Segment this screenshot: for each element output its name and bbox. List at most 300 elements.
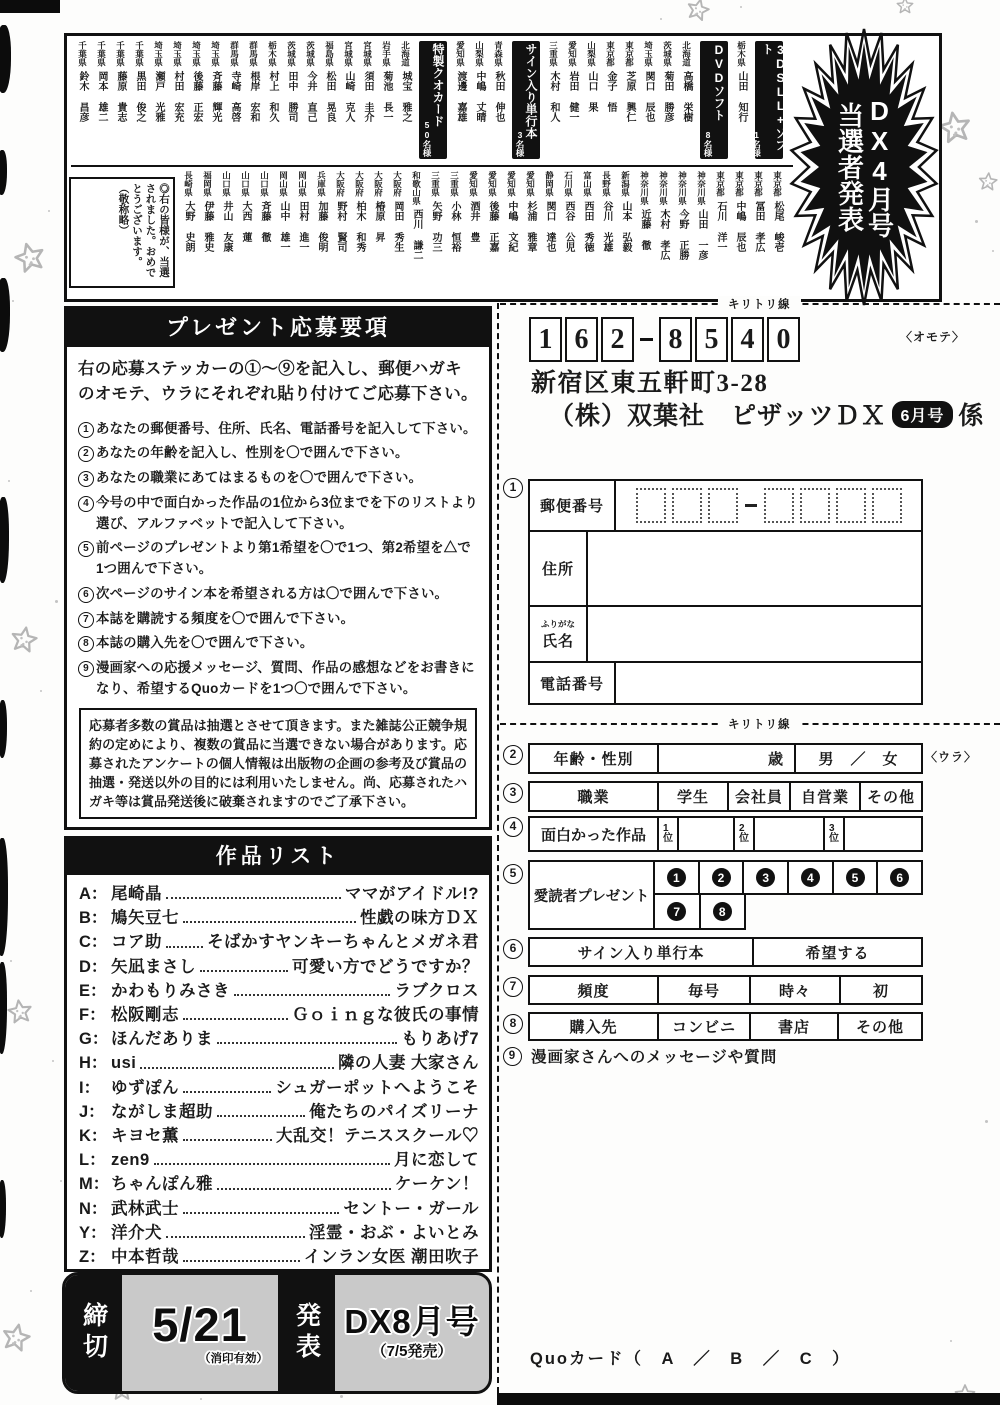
winner-entry [639, 41, 658, 122]
works-title: 隣の人妻 大家さん [337, 1054, 479, 1073]
deadline-label [65, 1275, 122, 1391]
phone-row [530, 661, 921, 703]
works-author: zen9 [111, 1151, 150, 1170]
star-icon [8, 624, 40, 656]
works-key: H： [79, 1054, 108, 1073]
zip-digit-box [872, 488, 902, 523]
winner-prefecture: 群馬県 [229, 41, 240, 67]
prize-group-header [419, 41, 447, 159]
occupation-other[interactable]: その他 [859, 783, 921, 810]
speckle-dot [340, 1395, 343, 1398]
postal-digit-box: 4 [731, 317, 764, 362]
postcard-back-label: 〈ウラ〉 [925, 750, 978, 764]
occupation-student[interactable]: 学生 [657, 783, 727, 810]
works-author: 武林武士 [111, 1199, 179, 1218]
winner-prefecture: 三重県 [548, 41, 559, 67]
rank-1-label: 1位 [657, 818, 677, 850]
application-guidelines-box [64, 306, 492, 830]
works-key: A： [79, 885, 108, 903]
form-item-1-marker: 1 [503, 478, 523, 498]
dotted-leader [234, 994, 390, 996]
winner-name: 菊田 勝彦 [662, 70, 673, 122]
present-number-icon: 4 [801, 868, 820, 887]
present-cell[interactable] [698, 862, 743, 893]
winner-prefecture: 茨城県 [305, 41, 316, 67]
winner-entry [282, 41, 301, 122]
winner-prefecture: 埼玉県 [643, 41, 654, 67]
rank-2-label: 2位 [733, 818, 753, 850]
winner-entry [236, 171, 255, 242]
winner-name: 西川 謙二 [411, 209, 422, 260]
works-list-item [79, 955, 479, 979]
winner-name: 菊池 長一 [381, 70, 392, 122]
winner-entry [470, 41, 489, 122]
winner-name: 今野 正勝 [677, 209, 688, 260]
occupation-employee[interactable]: 会社員 [727, 783, 789, 810]
winner-name: 田村 進一 [297, 200, 308, 252]
prize-count: 8名様 [703, 130, 713, 157]
winner-entry [464, 171, 483, 242]
scan-artifact [0, 278, 10, 352]
winner-entry [206, 41, 225, 122]
rank-3-label: 3位 [823, 818, 843, 850]
winner-name: 山田 知行 [736, 70, 747, 122]
winner-prefecture: 東京都 [605, 41, 616, 67]
dotted-leader [166, 946, 203, 948]
winners-note: ◎右の皆様が、当選されました。おめでとうございます。（敬称略） [69, 177, 175, 288]
speckle-dot [200, 1398, 202, 1400]
item-number-icon: 5 [78, 541, 94, 557]
present-number-icon: 1 [667, 868, 686, 887]
winner-name: 石川 洋一 [715, 200, 726, 252]
item-number-icon: 8 [78, 636, 94, 652]
star-icon [896, 0, 914, 15]
works-list-item [79, 1027, 479, 1051]
zip-digit-box [708, 488, 738, 523]
speckle-dot [60, 1180, 62, 1182]
winner-prefecture: 千葉県 [115, 41, 126, 67]
winner-prefecture: 神奈川県 [658, 171, 669, 205]
address-suffix: 係 [958, 403, 985, 430]
works-list-item [79, 1148, 479, 1172]
winner-prefecture: 大阪府 [392, 171, 403, 197]
dotted-leader [183, 1139, 272, 1141]
winner-name: 近藤 徹 [639, 209, 650, 250]
deadline-box [62, 1272, 492, 1394]
winner-prefecture: 新潟県 [620, 171, 631, 197]
winner-prefecture: 茨城県 [286, 41, 297, 67]
winner-name: 杉浦 雅章 [525, 200, 536, 252]
winner-name: 小林 恒裕 [449, 200, 460, 252]
works-title: 大乱交！テニススクール♡ [275, 1127, 479, 1146]
winner-prefecture: 東京都 [772, 171, 783, 197]
application-item: 7 本誌を購読する頻度を〇で囲んで下さい。 [78, 609, 478, 630]
occupation-table [528, 781, 923, 812]
winners-box [64, 33, 942, 302]
winner-name: 椿原 昇 [373, 200, 384, 242]
prize-name: サイン入り単行本 [524, 43, 538, 139]
winner-name: 山口 果 [586, 70, 597, 112]
present-cell[interactable] [832, 862, 877, 893]
signed-book-label: サイン入り単行本 [577, 944, 705, 962]
works-list-item [79, 1221, 479, 1245]
present-cell[interactable] [876, 862, 921, 893]
winner-name: 山田 一彦 [696, 209, 707, 260]
winner-name: 山中 雄一 [278, 200, 289, 252]
form-item-3-marker: 3 [503, 783, 523, 803]
winner-prefecture: 長崎県 [183, 171, 194, 197]
winner-entry [369, 171, 388, 242]
winner-entry [658, 41, 677, 122]
winner-prefecture: 東京都 [624, 41, 635, 67]
works-author: 松阪剛志 [111, 1006, 179, 1025]
address-publisher: （株）双葉社 ピザッツＤＸ [549, 403, 887, 430]
works-key: K： [79, 1127, 108, 1146]
works-list-item [79, 1245, 479, 1269]
address-input-area[interactable] [588, 532, 921, 605]
winner-name: 大西 蓮 [240, 200, 251, 242]
cut-line-top-label: キリトリ線 [718, 296, 801, 312]
winner-name: 松尾 峻壱 [772, 200, 783, 252]
winner-prefecture: 山梨県 [586, 41, 597, 67]
present-cell[interactable] [787, 862, 832, 893]
winner-name: 斉藤 輝光 [210, 70, 221, 122]
winner-entry [130, 41, 149, 122]
winner-name: 後藤 正嘉 [487, 200, 498, 252]
winner-entry [597, 171, 616, 252]
winner-entry [673, 171, 692, 260]
postal-digit-box: 8 [659, 317, 692, 362]
winner-name: 矢野 功三 [430, 200, 441, 252]
name-input-area[interactable] [588, 607, 921, 661]
winner-entry [451, 41, 470, 122]
signed-book-yes[interactable]: 希望する [752, 939, 921, 965]
works-key: I： [79, 1078, 101, 1097]
dotted-leader [166, 1236, 305, 1238]
works-list-item [79, 906, 479, 930]
zip-digit-box [672, 488, 702, 523]
prize-count: 1名様 [751, 130, 762, 157]
winner-entry [768, 171, 787, 252]
winner-entry [111, 41, 130, 122]
winner-entry [331, 171, 350, 252]
winner-entry [396, 41, 415, 122]
winner-prefecture: 福島県 [324, 41, 335, 67]
address-line-1: 新宿区東五軒町3-28 [531, 370, 769, 397]
application-item: 3 あなたの職業にあてはまるものを〇で囲んで下さい。 [78, 468, 478, 489]
postal-digit-box: 0 [767, 317, 800, 362]
winner-entry [198, 171, 217, 252]
star-icon [5, 997, 34, 1026]
prize-name: DVDソフト [712, 43, 726, 121]
winner-entry [426, 171, 445, 252]
zip-label: 郵便番号 [530, 481, 616, 530]
winners-row-1 [75, 41, 787, 161]
works-key: J： [79, 1102, 105, 1121]
works-header: 作品リスト [67, 839, 489, 875]
dotted-leader [217, 1042, 397, 1044]
dotted-leader [217, 1115, 305, 1117]
winner-entry [635, 171, 654, 250]
winner-prefecture: 愛知県 [487, 171, 498, 197]
winner-name: 秋田 伸也 [493, 70, 504, 122]
works-list-item [79, 1051, 479, 1075]
prize-name: 特製クオカード [431, 43, 445, 127]
scan-artifact [0, 700, 7, 758]
rank-3-answer[interactable] [843, 818, 921, 850]
works-title: シュガーポットへようこそ [275, 1078, 479, 1097]
works-list-item [79, 1197, 479, 1221]
zip-dashed-boxes[interactable] [616, 481, 921, 530]
works-author: ちゃんぽん雅 [111, 1175, 213, 1194]
application-item: 2 あなたの年齢を記入し、性別を〇で囲んで下さい。 [78, 443, 478, 464]
phone-label: 電話番号 [530, 663, 616, 703]
winner-prefecture: 埼玉県 [210, 41, 221, 67]
announce-label [278, 1275, 335, 1391]
rank-1-answer[interactable] [677, 818, 733, 850]
winner-entry [320, 41, 339, 122]
winner-name: 黒田 俊之 [134, 70, 145, 122]
winner-name: 山崎 克人 [343, 70, 354, 122]
purchase-convenience[interactable]: コンビニ [657, 1014, 749, 1039]
scan-artifact [0, 497, 9, 583]
winner-name: 大野 史朗 [183, 200, 194, 252]
quo-card-line[interactable]: Quoカード（ A ／ B ／ C ） [530, 1350, 851, 1368]
name-label-text: 氏名 [541, 632, 574, 650]
frequency-first[interactable]: 初 [839, 977, 921, 1003]
winner-name: 加藤 俊明 [316, 200, 327, 252]
winner-name: 渡邊 嘉雄 [455, 70, 466, 122]
page-bottom-bar [497, 1393, 1000, 1405]
works-author: キヨセ薫 [111, 1127, 179, 1146]
winner-name: 松田 晃良 [324, 70, 335, 122]
winner-entry [620, 41, 639, 122]
dotted-leader [166, 897, 341, 899]
winner-prefecture: 千葉県 [77, 41, 88, 67]
winner-entry [677, 41, 696, 122]
works-title: 淫霊・おぶ・よいとみ [309, 1223, 479, 1242]
winner-name: 今井 直己 [305, 70, 316, 122]
winner-name: 柏木 和秀 [354, 200, 365, 252]
works-title: ケーケン！ [394, 1175, 479, 1194]
winner-name: 岡田 秀生 [392, 200, 403, 252]
winner-name: 谷川 光雄 [601, 200, 612, 252]
works-key: N： [79, 1199, 108, 1218]
winner-entry [730, 171, 749, 252]
frequency-table [528, 975, 923, 1005]
present-label: 愛読者プレゼント [528, 860, 655, 930]
winner-name: 関口 辰也 [643, 70, 654, 122]
speckle-dot [10, 960, 12, 962]
winner-prefecture: 三重県 [430, 171, 441, 197]
present-circles-row-2 [655, 895, 746, 930]
winners-row-2 [75, 171, 787, 291]
winner-entry [692, 171, 711, 260]
address-label: 住所 [530, 532, 588, 605]
age-cell[interactable]: 歳 [657, 745, 794, 772]
winner-name: 酒井 豊 [468, 200, 479, 242]
speckle-dot [992, 250, 994, 252]
winner-entry [540, 171, 559, 252]
works-list-item [79, 882, 479, 906]
winners-row-divider [71, 165, 793, 167]
zip-digit-box [800, 488, 830, 523]
winner-name: 藤原 貴志 [115, 70, 126, 122]
winner-prefecture: 岡山県 [297, 171, 308, 197]
item-number-icon: 3 [78, 471, 94, 487]
item-number-icon: 6 [78, 587, 94, 603]
winner-prefecture: 栃木県 [736, 41, 747, 67]
winner-prefecture: 愛知県 [468, 171, 479, 197]
address-row [530, 530, 921, 605]
winner-prefecture: 群馬県 [248, 41, 259, 67]
winner-prefecture: 山口県 [240, 171, 251, 197]
winner-entry [654, 171, 673, 260]
winner-prefecture: 愛知県 [506, 171, 517, 197]
winner-prefecture: 富山県 [582, 171, 593, 197]
favorite-works-table [528, 816, 923, 852]
rank-2-answer[interactable] [753, 818, 823, 850]
winner-prefecture: 千葉県 [96, 41, 107, 67]
purchase-bookstore[interactable]: 書店 [749, 1014, 837, 1039]
winner-prefecture: 東京都 [753, 171, 764, 197]
present-cell[interactable] [655, 895, 699, 928]
winner-name: 金子 悟 [605, 70, 616, 112]
winner-prefecture: 愛知県 [455, 41, 466, 67]
present-circles-row-1 [655, 860, 923, 895]
present-number-icon: 3 [756, 868, 775, 887]
form-item-9-marker: 9 [503, 1047, 522, 1066]
phone-input-area[interactable] [616, 663, 921, 703]
form-item-8-marker: 8 [503, 1014, 523, 1034]
present-cell[interactable] [655, 862, 698, 893]
message-line [503, 1045, 777, 1067]
works-title: インラン女医 潮田吹子 [303, 1248, 479, 1267]
address-line-2 [549, 396, 984, 432]
frequency-sometimes[interactable]: 時々 [749, 977, 839, 1003]
winner-entry [711, 171, 730, 252]
speckle-dot [740, 6, 742, 8]
application-item: 6 次ページのサイン本を希望される方は〇で囲んで下さい。 [78, 584, 478, 605]
works-title: ラブクロス [394, 981, 479, 1000]
form-item-2-marker: 2 [503, 745, 523, 765]
winner-name: 後藤 正宏 [191, 70, 202, 122]
works-author: ほんだありま [111, 1030, 213, 1049]
winner-prefecture: 愛知県 [525, 171, 536, 197]
winner-name: 高橋 栄樹 [681, 70, 692, 122]
deadline-label-text: 締切 [79, 1302, 108, 1364]
winner-prefecture: 大阪府 [354, 171, 365, 197]
zip-digit-box [636, 488, 666, 523]
works-list-box [64, 836, 492, 1272]
winner-name: 中嶋 丈晴 [474, 70, 485, 122]
winners-badge-text [789, 27, 939, 307]
deadline-date: 5/21 [152, 1297, 248, 1351]
purchase-other[interactable]: その他 [837, 1014, 921, 1039]
postal-dash [640, 338, 653, 341]
winner-entry [179, 171, 198, 252]
speckle-dot [40, 690, 42, 692]
winner-entry [521, 171, 540, 252]
frequency-label: 頻度 [577, 982, 610, 1000]
zip-row [530, 481, 921, 530]
winner-name: 西田 秀徳 [582, 200, 593, 252]
form-item-7-marker: 7 [503, 977, 523, 997]
works-author: 洋介犬 [111, 1223, 162, 1242]
winner-entry [293, 171, 312, 252]
winner-entry [225, 41, 244, 122]
winner-entry [244, 41, 263, 122]
winner-entry [407, 171, 426, 260]
winner-entry [445, 171, 464, 252]
dotted-leader [183, 921, 356, 923]
winner-prefecture: 茨城県 [662, 41, 673, 67]
speckle-dot [30, 1290, 32, 1292]
winner-prefecture: 神奈川県 [677, 171, 688, 205]
winner-prefecture: 東京都 [734, 171, 745, 197]
badge-title: 当選者発表 [834, 102, 865, 232]
address-form-table [528, 479, 923, 705]
dotted-leader [140, 1067, 334, 1069]
star-icon [683, 0, 712, 25]
works-key: C： [79, 933, 108, 952]
present-number-icon: 5 [846, 868, 865, 887]
winner-name: 伊藤 雅史 [202, 200, 213, 252]
cut-line-vertical [497, 303, 499, 1393]
scan-artifact [0, 838, 8, 956]
deadline-date-note: （消印有効） [199, 1352, 268, 1365]
purchase-table [528, 1012, 923, 1041]
winner-name: 野村 賢司 [335, 200, 346, 252]
purchase-label: 購入先 [569, 1019, 618, 1036]
present-cell[interactable] [742, 862, 787, 893]
present-number-icon: 6 [890, 868, 909, 887]
sex-cell[interactable]: 男 ／ 女 [794, 745, 921, 772]
works-list-item [79, 930, 479, 954]
winner-entry [255, 171, 274, 242]
age-sex-table [528, 743, 923, 774]
speckle-dot [55, 600, 58, 603]
star-icon [977, 171, 999, 193]
application-item: 1 あなたの郵便番号、住所、氏名、電話番号を記入して下さい。 [78, 419, 478, 440]
works-author: 矢凪まさし [111, 957, 196, 976]
item-number-icon: 1 [78, 422, 94, 438]
frequency-every[interactable]: 毎号 [657, 977, 749, 1003]
winner-prefecture: 石川県 [563, 171, 574, 197]
occupation-selfemployed[interactable]: 自営業 [789, 783, 859, 810]
present-cell[interactable] [699, 895, 745, 928]
postal-digit-box: 2 [601, 317, 634, 362]
winner-name: 斉藤 徹 [259, 200, 270, 242]
form-item-6-marker: 6 [503, 939, 523, 959]
winners-badge [789, 27, 939, 307]
form-item-4-marker: 4 [503, 817, 523, 837]
winner-name: 芝原 興仁 [624, 70, 635, 122]
prize-group-header [751, 41, 788, 159]
winner-name: 村上 和久 [267, 70, 278, 122]
cut-line-middle-label: キリトリ線 [718, 716, 801, 732]
application-items [67, 411, 489, 700]
winner-name: 城宝 雅之 [400, 70, 411, 122]
works-title: セントー・ガール [343, 1199, 479, 1218]
works-title: そばかすヤンキーちゃんとメガネ君 [207, 933, 479, 952]
winner-prefecture: 神奈川県 [696, 171, 707, 205]
item-number-icon: 2 [78, 446, 94, 462]
winner-name: 村田 宏充 [172, 70, 183, 122]
winner-name: 田中 勝司 [286, 70, 297, 122]
speckle-dot [660, 18, 662, 20]
winner-name: 瀬戸 光雅 [153, 70, 164, 122]
